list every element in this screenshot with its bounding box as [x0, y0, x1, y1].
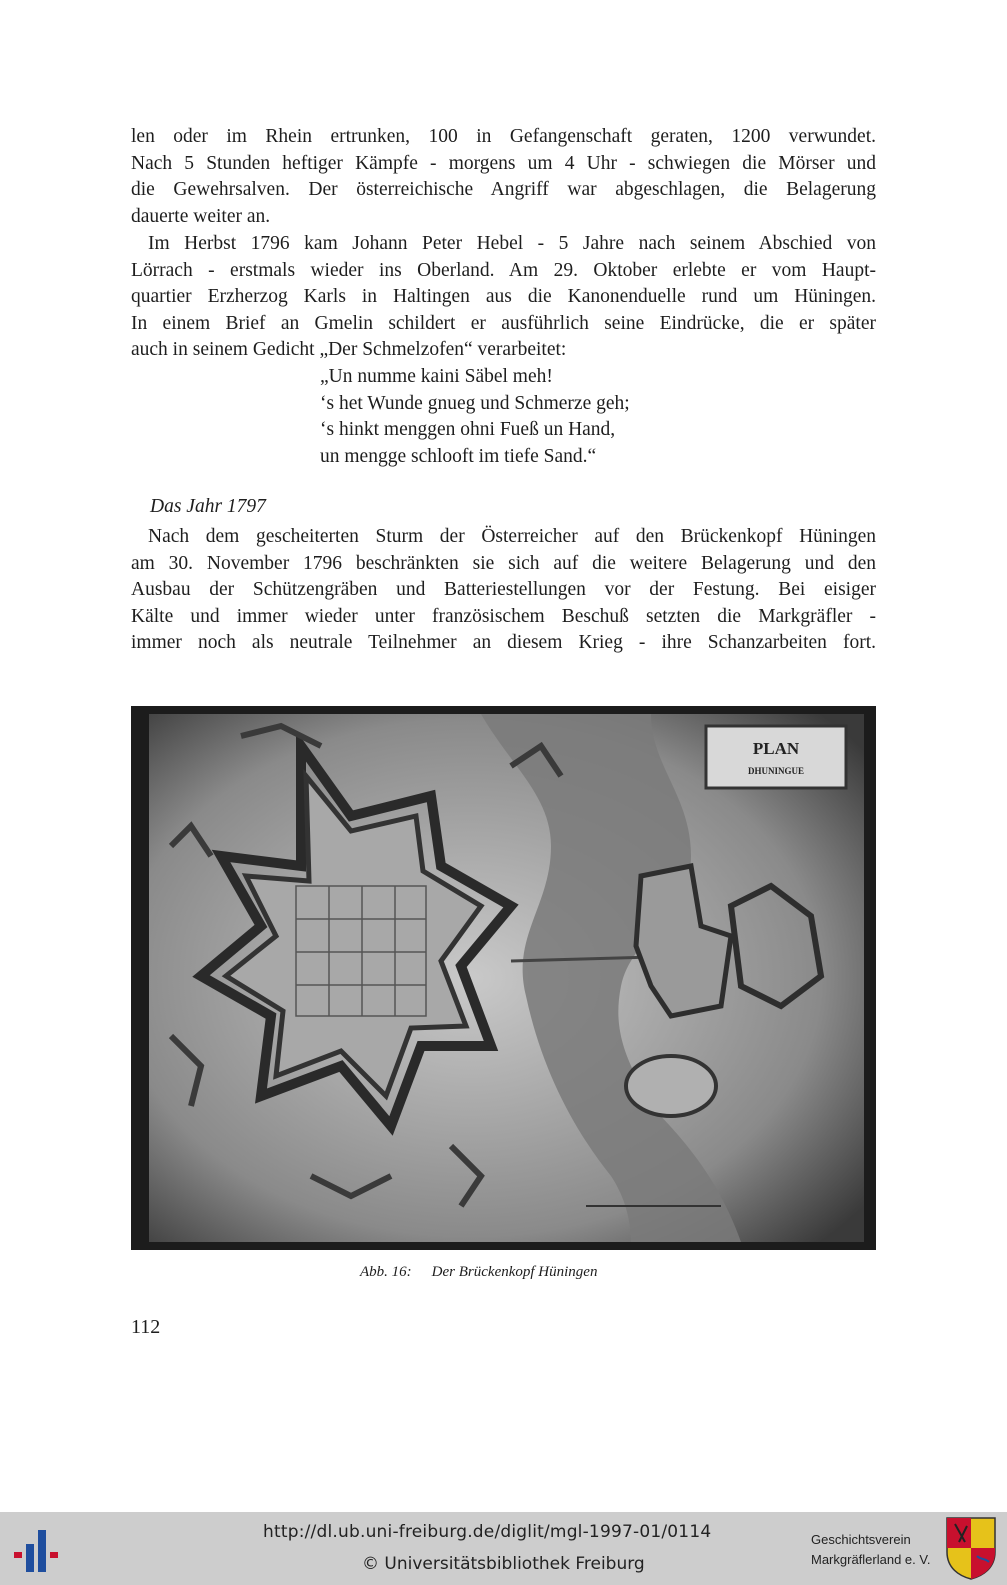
caption-label: Abb. 16: [360, 1264, 412, 1280]
copyright-text: © Universitätsbibliothek Freiburg [362, 1554, 645, 1574]
text-line: am 30. November 1796 beschränkten sie sich auf die weitere Belagerung und den [131, 552, 876, 574]
text-line: Ausbau der Schützengräben und Batteriestellungen vor der Festung. Bei eisiger [131, 579, 876, 601]
text-line: auch in seinem Gedicht „Der Schmelzofen“ verarbeitet: [131, 339, 567, 361]
footer-bar [0, 1512, 1007, 1585]
plan-subtitle: DHUNINGUE [747, 766, 805, 776]
caption-text: Der Brückenkopf Hüningen [431, 1264, 598, 1280]
org-name-line1: Geschichtsverein [811, 1532, 911, 1547]
poem-line: un mengge schlooft im tiefe Sand.“ [320, 445, 597, 467]
text-line: Im Herbst 1796 kam Johann Peter Hebel - 5 Jahre nach seinem Abschied von [148, 233, 876, 254]
text-line: quartier Erzherzog Karls in Haltingen aus die Kanonenduelle rund um Hüningen. [131, 286, 876, 308]
page-number: 112 [131, 1316, 161, 1338]
ub-freiburg-logo-icon [14, 1528, 64, 1574]
text-line: Lörrach - erstmals wieder ins Oberland. Am 29. Oktober erlebte er vom Haupt- [131, 259, 876, 281]
source-url-link[interactable]: http://dl.ub.uni-freiburg.de/diglit/mgl-1997-01/0114 [263, 1522, 712, 1542]
paragraph-1 [131, 124, 876, 230]
poem-line: ‘s het Wunde gnueg und Schmerze geh; [320, 392, 630, 414]
plan-title: PLAN [752, 739, 800, 758]
text-line: Kälte und immer wieder unter französischem Beschuß setzten die Markgräfler - [131, 605, 876, 627]
poem-line: ‘s hinkt menggen ohni Fueß un Hand, [320, 419, 616, 441]
text-line: die Gewehrsalven. Der österreichische Angriff war abgeschlagen, die Belagerung [131, 179, 876, 201]
paragraph-3 [131, 524, 876, 657]
text-line: dauerte weiter an. [131, 205, 271, 227]
coat-of-arms-icon [945, 1516, 997, 1580]
paragraph-2 [131, 231, 876, 364]
text-line: len oder im Rhein ertrunken, 100 in Gefangenschaft geraten, 1200 verwundet. [131, 126, 876, 147]
text-line: In einem Brief an Gmelin schildert er ausführlich seine Eindrücke, die er später [131, 312, 876, 334]
figure-caption [360, 1264, 597, 1281]
text-line: immer noch als neutrale Teilnehmer an diesem Krieg - ihre Schanzarbeiten fort. [131, 632, 876, 654]
section-heading: Das Jahr 1797 [150, 496, 266, 517]
text-line: Nach 5 Stunden heftiger Kämpfe - morgens um 4 Uhr - schwiegen die Mörser und [131, 152, 876, 174]
poem-quote [320, 364, 740, 470]
fortress-plan-figure [131, 706, 876, 1250]
fortress-plan-image [131, 706, 876, 1250]
org-name-line2: Markgräflerland e. V. [811, 1552, 931, 1567]
text-line: Nach dem gescheiterten Sturm der Österreicher auf den Brückenkopf Hüningen [148, 526, 876, 547]
poem-line: „Un numme kaini Säbel meh! [320, 366, 553, 387]
